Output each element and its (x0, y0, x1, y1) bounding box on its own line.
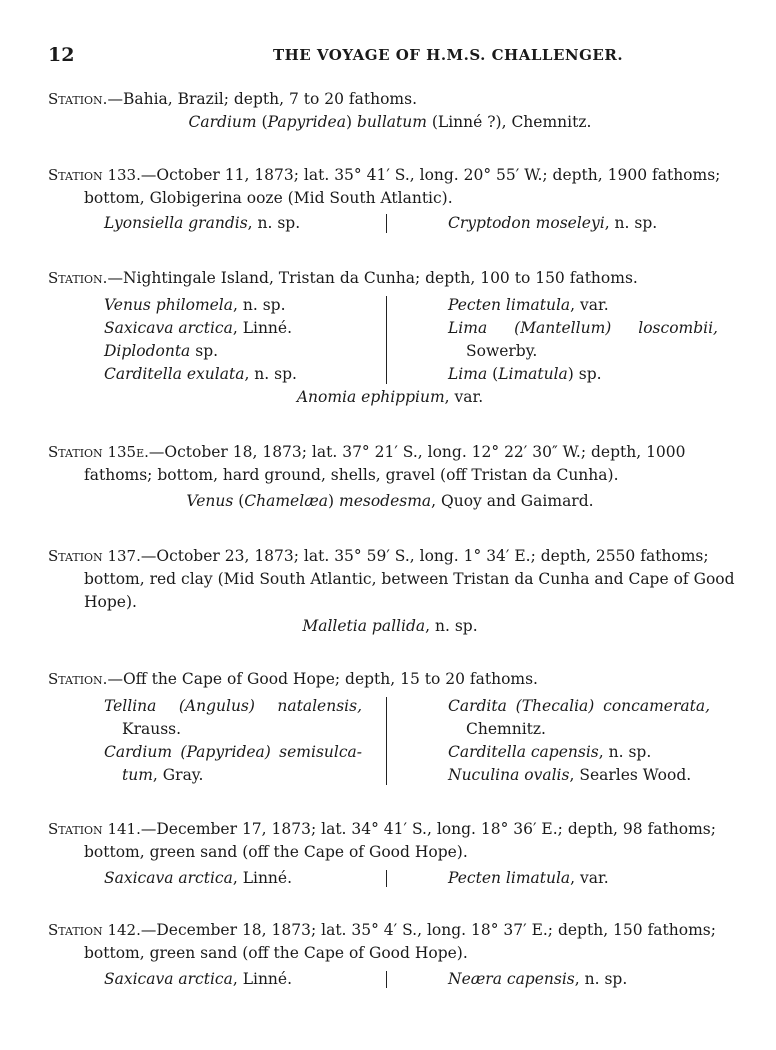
species-right: Neæra capensis, n. sp. (448, 970, 628, 988)
species-columns (48, 968, 732, 992)
species-right: Cryptodon moseleyi, n. sp. (448, 214, 658, 232)
species-entry: Venus philomela, n. sp. (104, 296, 286, 314)
station-heading (48, 668, 732, 691)
column-divider (386, 214, 387, 233)
station-135e (48, 441, 732, 513)
station-label: Station 142. (48, 921, 141, 939)
station-description: —December 18, 1873; lat. 35° 4′ S., long. 18° 37′ E.; depth, 150 fathoms; (140, 921, 716, 939)
page-number: 12 (48, 44, 75, 66)
genus: Cardium (188, 113, 257, 131)
station-description: —October 11, 1873; lat. 35° 41′ S., long. 20° 55′ W.; depth, 1900 fathoms; (140, 166, 721, 184)
species: bullatum (356, 113, 427, 131)
station-bahia (48, 88, 732, 134)
column-divider (386, 971, 387, 988)
column-divider (386, 296, 387, 384)
species-entry: Lima (Limatula) sp. (448, 365, 602, 383)
station-137 (48, 545, 735, 638)
species-entry: Saxicava arctica, Linné. (104, 319, 293, 337)
species-entry-centered: Anomia ephippium, var. (296, 388, 484, 406)
species-right-column (448, 294, 718, 386)
species-entry: Lima (Mantellum) loscombii, (448, 319, 718, 337)
station-description: —October 23, 1873; lat. 35° 59′ S., long. 1° 34′ E.; depth, 2550 fathoms; (140, 547, 709, 565)
species-entry: Cardium (Papyridea) semisulca- (104, 743, 362, 761)
species-author: tum, Gray. (122, 766, 204, 784)
species-left: Lyonsiella grandis, n. sp. (104, 214, 301, 232)
column-divider (386, 870, 387, 887)
station-description-cont: bottom, red clay (Mid South Atlantic, between Tristan da Cunha and Cape of Good (84, 570, 735, 588)
species-entry: Diplodonta sp. (104, 342, 219, 360)
species-columns (48, 212, 732, 236)
station-description-cont: bottom, green sand (off the Cape of Good Hope). (84, 944, 468, 962)
subgenus: Papyridea (267, 113, 346, 131)
species-entry: Pecten limatula, var. (448, 296, 609, 314)
species-left-column (104, 294, 424, 386)
station-141 (48, 818, 732, 891)
station-label: Station. (48, 90, 108, 108)
station-description-cont: bottom, green sand (off the Cape of Good Hope). (84, 843, 468, 861)
species-columns (48, 867, 732, 891)
station-description: —October 18, 1873; lat. 37° 21′ S., long. 12° 22′ 30″ W.; depth, 1000 (148, 443, 686, 461)
station-heading (48, 545, 732, 568)
species-entry: Carditella capensis, n. sp. (448, 743, 652, 761)
species-right: Pecten limatula, var. (448, 869, 609, 887)
species-author: Sowerby. (466, 342, 538, 360)
station-heading (48, 818, 732, 841)
station-description: —Off the Cape of Good Hope; depth, 15 to 20 fathoms. (107, 670, 538, 688)
station-label: Station 133. (48, 166, 141, 184)
station-cape-of-good-hope (48, 668, 732, 787)
station-142 (48, 919, 732, 992)
station-description: —Bahia, Brazil; depth, 7 to 20 fathoms. (107, 90, 417, 108)
running-title: THE VOYAGE OF H.M.S. CHALLENGER. (272, 46, 624, 64)
column-divider (386, 697, 387, 785)
station-description-cont: bottom, Globigerina ooze (Mid South Atlantic). (84, 189, 453, 207)
species-right-column (448, 695, 710, 787)
species-columns (48, 294, 732, 386)
station-label: Station 137. (48, 547, 141, 565)
species-columns (48, 695, 732, 787)
station-nightingale-island (48, 267, 732, 409)
species-entry: Cardita (Thecalia) concamerata, (448, 697, 710, 715)
species-entry: Nuculina ovalis, Searles Wood. (448, 766, 692, 784)
station-heading (48, 441, 732, 464)
station-description-cont: Hope). (84, 593, 137, 611)
species-author: Krauss. (122, 720, 182, 738)
species-entry: Cardium (Papyridea) bullatum (Linné ?), Chemnitz. (188, 113, 592, 131)
station-description: —Nightingale Island, Tristan da Cunha; depth, 100 to 150 fathoms. (107, 269, 638, 287)
station-heading (48, 164, 732, 187)
station-heading (48, 919, 732, 942)
station-label: Station. (48, 670, 108, 688)
station-label: Station. (48, 269, 108, 287)
species-left-column (104, 695, 362, 787)
station-description: —December 17, 1873; lat. 34° 41′ S., long. 18° 36′ E.; depth, 98 fathoms; (140, 820, 716, 838)
station-description-cont: fathoms; bottom, hard ground, shells, gravel (off Tristan da Cunha). (84, 466, 619, 484)
author: (Linné ?), Chemnitz. (431, 113, 592, 131)
station-heading (48, 88, 732, 111)
station-label: Station 135e. (48, 443, 149, 461)
species-left: Saxicava arctica, Linné. (104, 869, 293, 887)
station-label: Station 141. (48, 820, 141, 838)
species-entry: Carditella exulata, n. sp. (104, 365, 297, 383)
species-entry: Venus (Chamelæa) mesodesma, Quoy and Gaimard. (186, 492, 594, 510)
species-entry: Malletia pallida, n. sp. (302, 617, 478, 635)
station-133 (48, 164, 732, 236)
species-entry: Tellina (Angulus) natalensis, (104, 697, 362, 715)
species-left: Saxicava arctica, Linné. (104, 970, 293, 988)
species-author: Chemnitz. (466, 720, 546, 738)
station-heading (48, 267, 732, 290)
running-header (48, 44, 728, 68)
